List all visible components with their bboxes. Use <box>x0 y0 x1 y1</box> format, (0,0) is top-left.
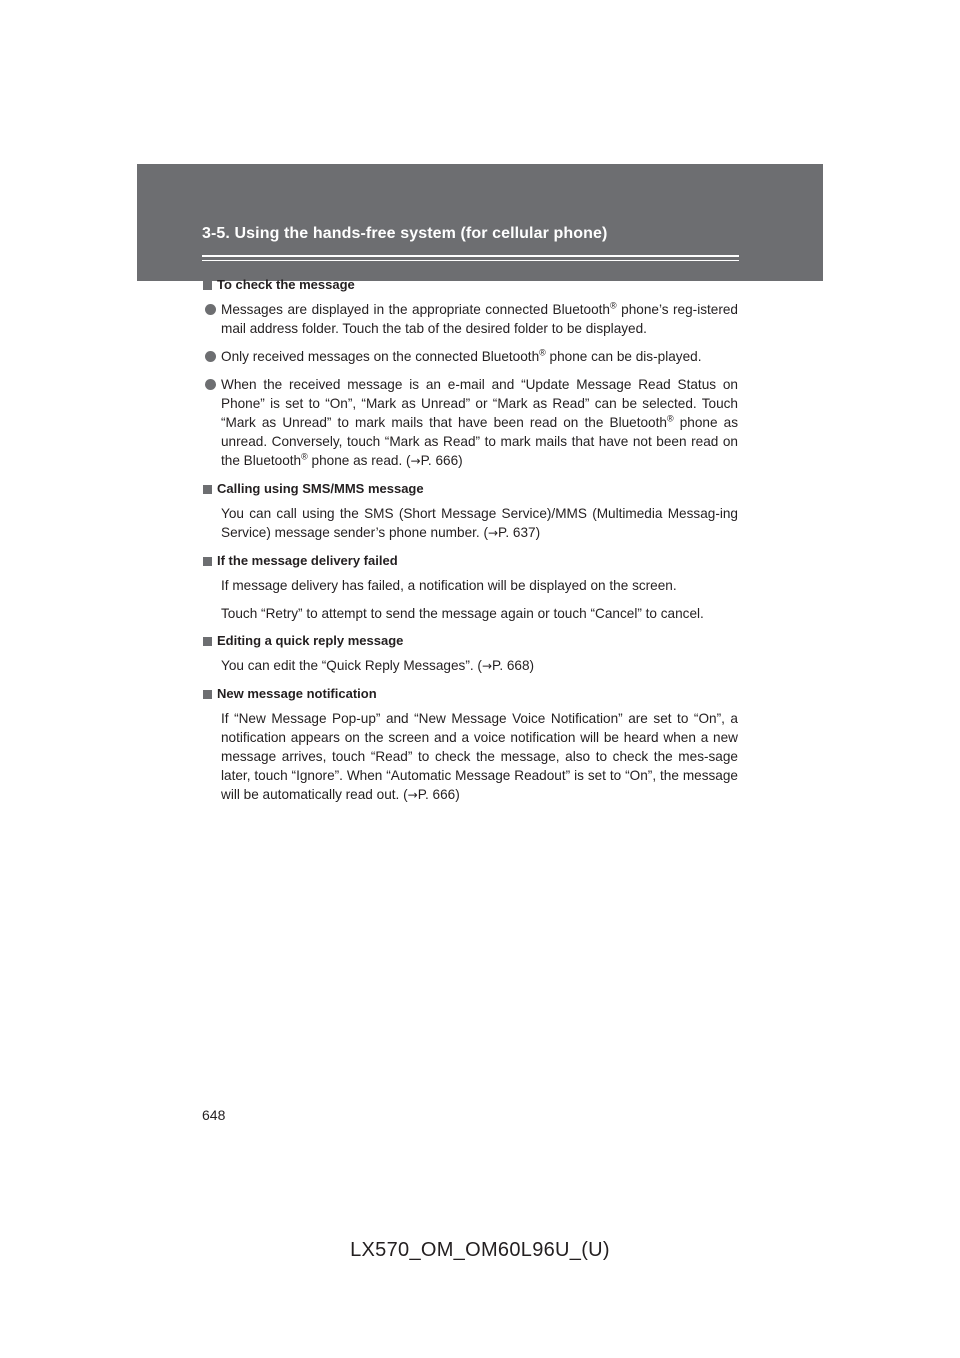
page-reference: P. 666) <box>417 787 460 802</box>
heading-text: New message notification <box>217 686 377 701</box>
paragraph-text: If “New Message Pop-up” and “New Message Voice Notification” are set to “On”, a notification appears on the screen and a voice notification will be heard when a new message arrives, touch “Read” to check the message, also to check the mes-sage later, touch “Ignore”. When “Automatic Message Readout” is set to “On”, the message will be automatically read out. ( <box>221 711 738 802</box>
registered-mark: ® <box>666 413 674 424</box>
paragraph: If message delivery has failed, a notification will be displayed on the screen. <box>221 578 677 593</box>
square-bullet-icon <box>203 690 212 699</box>
page-reference: P. 637) <box>498 525 541 540</box>
section-delivery-failed <box>203 552 738 623</box>
bullet-text: Only received messages on the connected Bluetooth <box>221 349 540 364</box>
registered-mark: ® <box>301 451 308 462</box>
page-content <box>203 276 738 814</box>
circle-bullet-icon <box>205 379 216 390</box>
bullet-text: When the received message is an e-mail and “Update Message Read Status on Phone” is set to “On”, “Mark as Unread” or “Mark as Read” can be selected. Touch “Mark as Unread” to mark mails that have been read on the Bluetooth <box>221 377 738 430</box>
square-bullet-icon <box>203 485 212 494</box>
bullet-item <box>203 375 738 471</box>
page-number: 648 <box>202 1107 226 1123</box>
square-bullet-icon <box>203 281 212 290</box>
document-code: LX570_OM_OM60L96U_(U) <box>350 1239 610 1261</box>
paragraph <box>203 504 738 543</box>
heading-text: If the message delivery failed <box>217 553 398 568</box>
registered-mark: ® <box>610 300 617 311</box>
bullet-item <box>203 347 738 366</box>
bullet-text: phone as read. ( <box>307 453 411 468</box>
bullet-text: phone can be dis-played. <box>545 349 702 364</box>
section-heading <box>203 480 738 498</box>
heading-text: To check the message <box>217 277 355 292</box>
bullet-text: phone as unread. Conversely, touch “Mark as Read” to mark mails that have not been read on the Bluetooth <box>221 415 738 468</box>
section-check-message <box>203 276 738 471</box>
header-rule-thick <box>202 255 739 257</box>
section-heading <box>203 632 738 650</box>
heading-text: Editing a quick reply message <box>217 633 404 648</box>
page-reference: P. 668) <box>492 658 535 673</box>
section-calling <box>203 480 738 543</box>
bullet-text: Messages are displayed in the appropriate connected Bluetooth <box>221 302 610 317</box>
section-quick-reply <box>203 632 738 676</box>
square-bullet-icon <box>203 637 212 646</box>
registered-mark: ® <box>539 347 546 358</box>
arrow-right-icon: → <box>481 659 492 673</box>
paragraph-text: You can call using the SMS (Short Message Service)/MMS (Multimedia Messag-ing Service) message sender’s phone number. ( <box>221 506 738 540</box>
header-rule-thin <box>202 260 739 261</box>
page-reference: P. 666) <box>420 453 463 468</box>
section-heading <box>203 685 738 703</box>
section-heading <box>203 276 738 294</box>
bullet-item <box>203 300 738 338</box>
circle-bullet-icon <box>205 304 216 315</box>
section-heading <box>203 552 738 570</box>
section-title: 3-5. Using the hands-free system (for cellular phone) <box>202 225 608 242</box>
square-bullet-icon <box>203 557 212 566</box>
arrow-right-icon: → <box>410 454 421 468</box>
paragraph <box>203 709 738 805</box>
heading-text: Calling using SMS/MMS message <box>217 481 424 496</box>
header-band <box>137 164 823 281</box>
paragraph <box>203 656 738 676</box>
bullet-text: phone’s reg-istered mail address folder. Touch the tab of the desired folder to be displayed. <box>221 302 738 336</box>
arrow-right-icon: → <box>487 526 499 540</box>
section-new-message <box>203 685 738 805</box>
paragraph: Touch “Retry” to attempt to send the message again or touch “Cancel” to cancel. <box>221 606 704 621</box>
circle-bullet-icon <box>205 351 216 362</box>
paragraph-text: You can edit the “Quick Reply Messages”. ( <box>221 658 482 673</box>
arrow-right-icon: → <box>407 788 418 802</box>
